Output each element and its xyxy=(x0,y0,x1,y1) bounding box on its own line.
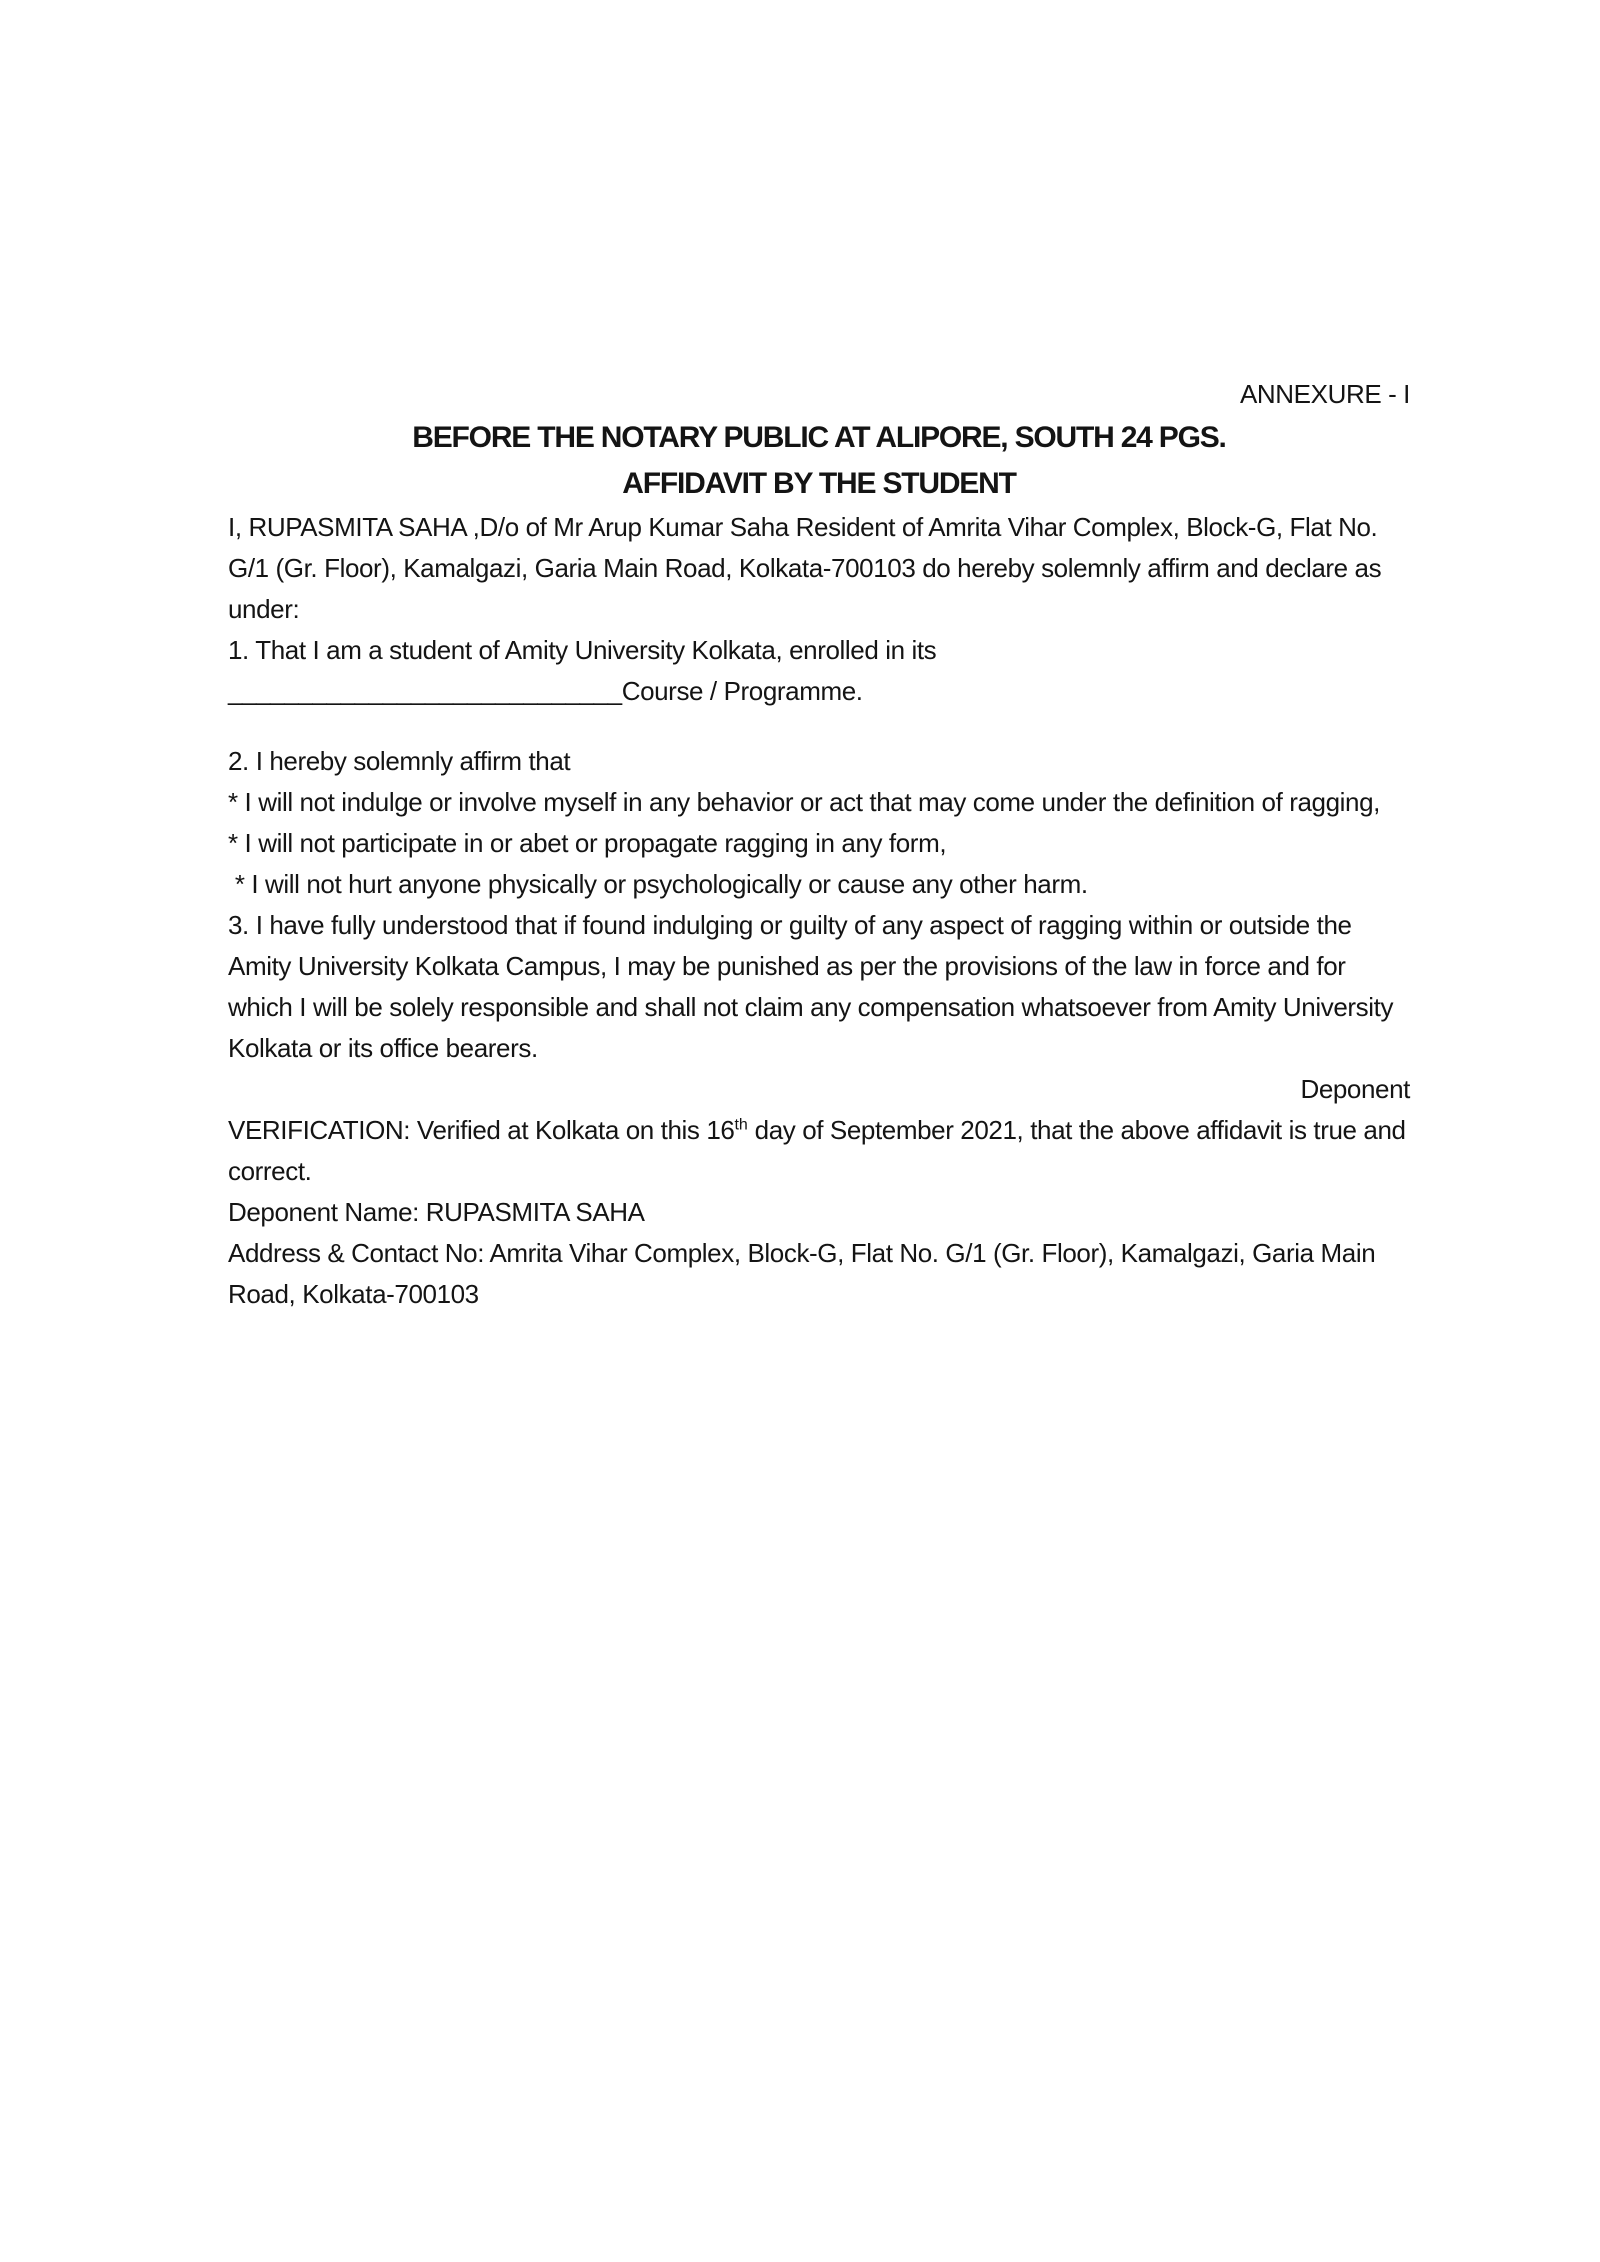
address-contact-line: Address & Contact No: Amrita Vihar Complex, Block-G, Flat No. G/1 (Gr. Floor), Kamalgazi, Garia Main Road, Kolkata-700103 xyxy=(228,1238,1376,1309)
clause-3: 3. I have fully understood that if found indulging or guilty of any aspect of ragging within or outside the Amity University Kolkata Campus, I may be punished as per the provisions of the law in force and for which I will be solely responsible and shall not claim any compensation whatsoever from Amity University Kolkata or its office bearers. xyxy=(228,910,1394,1063)
intro-paragraph: I, RUPASMITA SAHA ,D/o of Mr Arup Kumar Saha Resident of Amrita Vihar Complex, Block-G, Flat No. G/1 (Gr. Floor), Kamalgazi, Garia Main Road, Kolkata-700103 do hereby solemnly affirm and declare as under: xyxy=(228,512,1382,624)
ordinal-superscript: th xyxy=(734,1116,748,1134)
clause-2: 2. I hereby solemnly affirm that xyxy=(228,746,571,776)
deponent-name-line: Deponent Name: RUPASMITA SAHA xyxy=(228,1197,645,1227)
verification-text-prefix: VERIFICATION: Verified at Kolkata on this 16 xyxy=(228,1115,735,1145)
clause-1-text: 1. That I am a student of Amity University Kolkata, enrolled in its xyxy=(228,635,937,665)
document-subtitle: AFFIDAVIT BY THE STUDENT xyxy=(622,467,1016,500)
course-blank-line: ____________________________ xyxy=(228,676,622,706)
ragging-bullet-3: * I will not hurt anyone physically or psychologically or cause any other harm. xyxy=(228,869,1088,899)
course-programme-label: Course / Programme. xyxy=(621,676,863,706)
ragging-bullet-2: * I will not participate in or abet or propagate ragging in any form, xyxy=(228,828,947,858)
clause-1-fill-line xyxy=(228,671,1410,712)
verification-paragraph xyxy=(228,1110,1410,1192)
document-title: BEFORE THE NOTARY PUBLIC AT ALIPORE, SOUTH 24 PGS. xyxy=(412,421,1226,454)
deponent-signature-label: Deponent xyxy=(1300,1074,1410,1104)
annexure-label: ANNEXURE - I xyxy=(1239,379,1410,409)
ragging-bullet-1: * I will not indulge or involve myself in any behavior or act that may come under the definition of ragging, xyxy=(228,787,1381,817)
clause-1 xyxy=(228,630,1410,712)
verification-text-suffix: day of September 2021, that the above affidavit is true and correct. xyxy=(228,1115,1406,1186)
